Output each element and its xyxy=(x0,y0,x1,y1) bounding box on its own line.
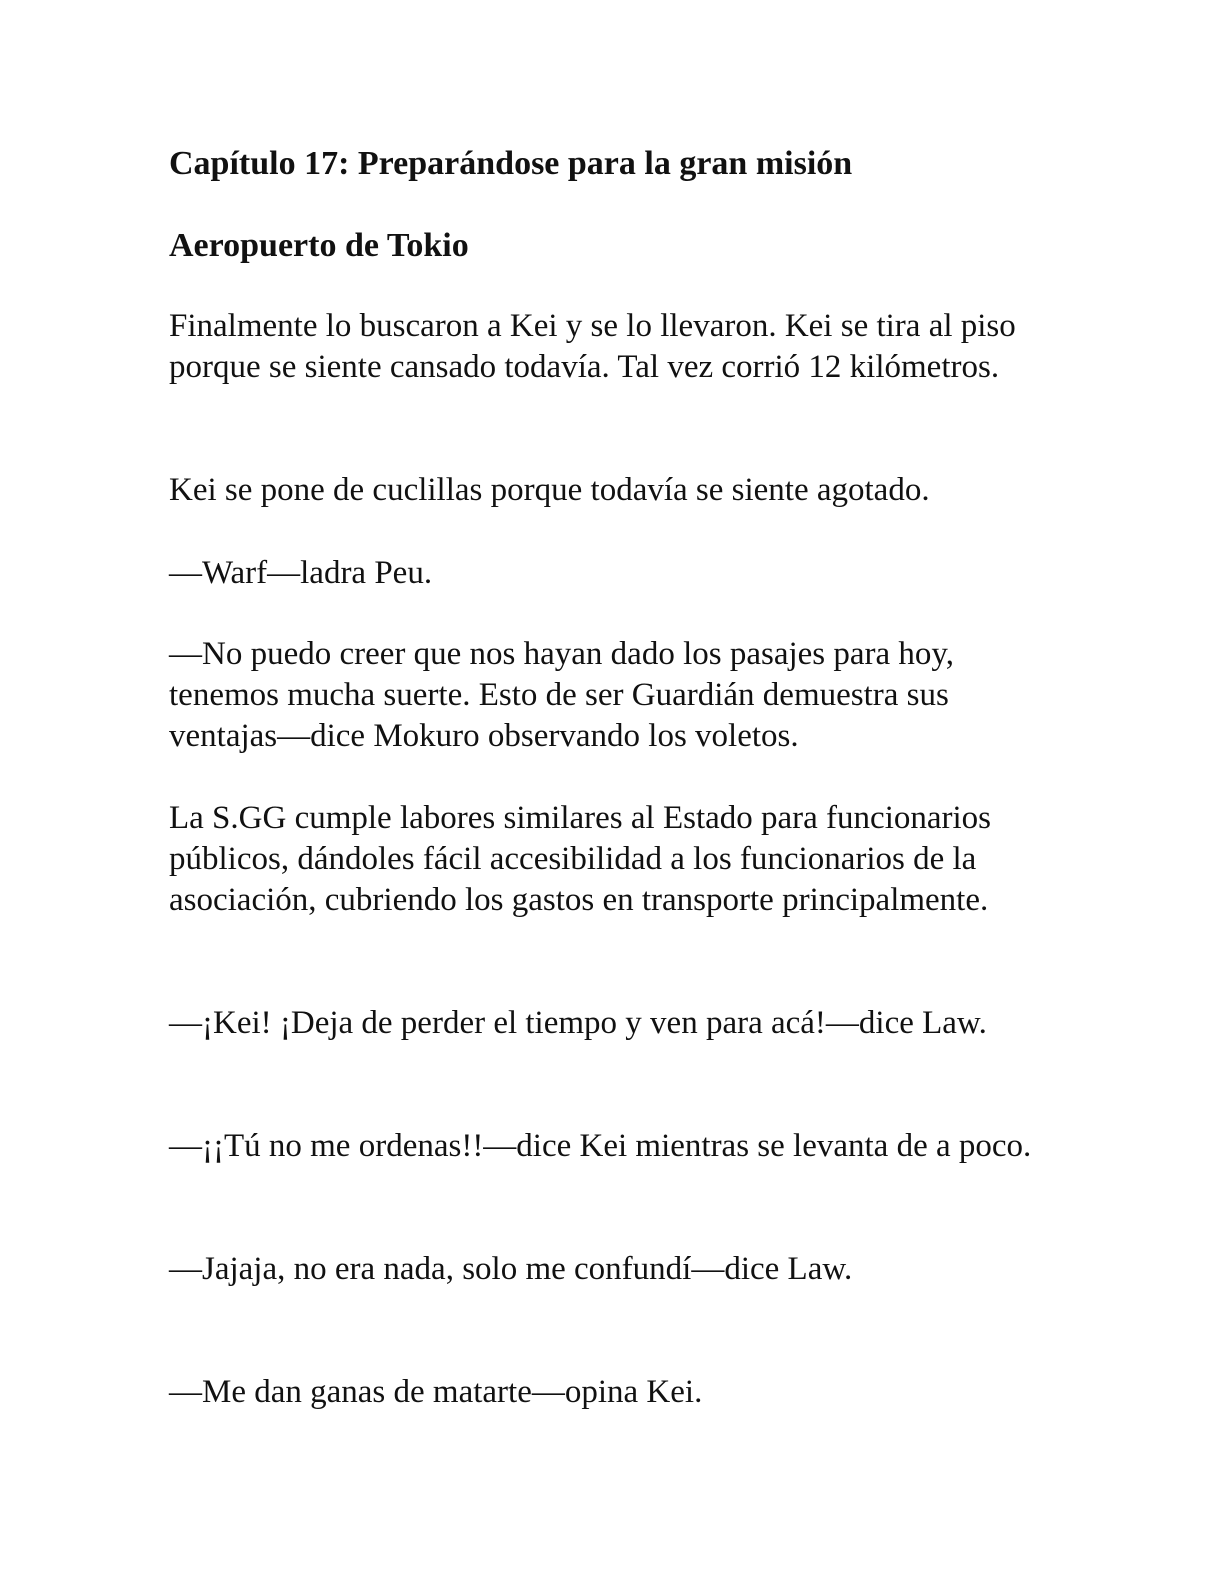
paragraph-4: —No puedo creer que nos hayan dado los pasajes para hoy, tenemos mucha suerte. Esto de ser Guardián demuestra sus ventajas—dice Mokuro observando los voletos. xyxy=(169,636,955,754)
chapter-title: Capítulo 17: Preparándose para la gran misión xyxy=(169,145,853,182)
paragraph-8: —Jajaja, no era nada, solo me confundí—dice Law. xyxy=(169,1251,853,1287)
paragraph-2: Kei se pone de cuclillas porque todavía se siente agotado. xyxy=(169,472,930,508)
paragraph-6: —¡Kei! ¡Deja de perder el tiempo y ven para acá!—dice Law. xyxy=(169,1005,987,1041)
paragraph-7: —¡¡Tú no me ordenas!!—dice Kei mientras se levanta de a poco. xyxy=(169,1128,1032,1164)
paragraph-1: Finalmente lo buscaron a Kei y se lo llevaron. Kei se tira al piso porque se siente cansado todavía. Tal vez corrió 12 kilómetros. xyxy=(169,308,1016,385)
paragraph-5: La S.GG cumple labores similares al Estado para funcionarios públicos, dándoles fácil accesibilidad a los funcionarios de la asociación, cubriendo los gastos en transporte principalmente. xyxy=(169,800,992,918)
location-heading: Aeropuerto de Tokio xyxy=(169,227,469,264)
paragraph-3: —Warf—ladra Peu. xyxy=(169,555,433,591)
paragraph-9: —Me dan ganas de matarte—opina Kei. xyxy=(169,1374,703,1410)
